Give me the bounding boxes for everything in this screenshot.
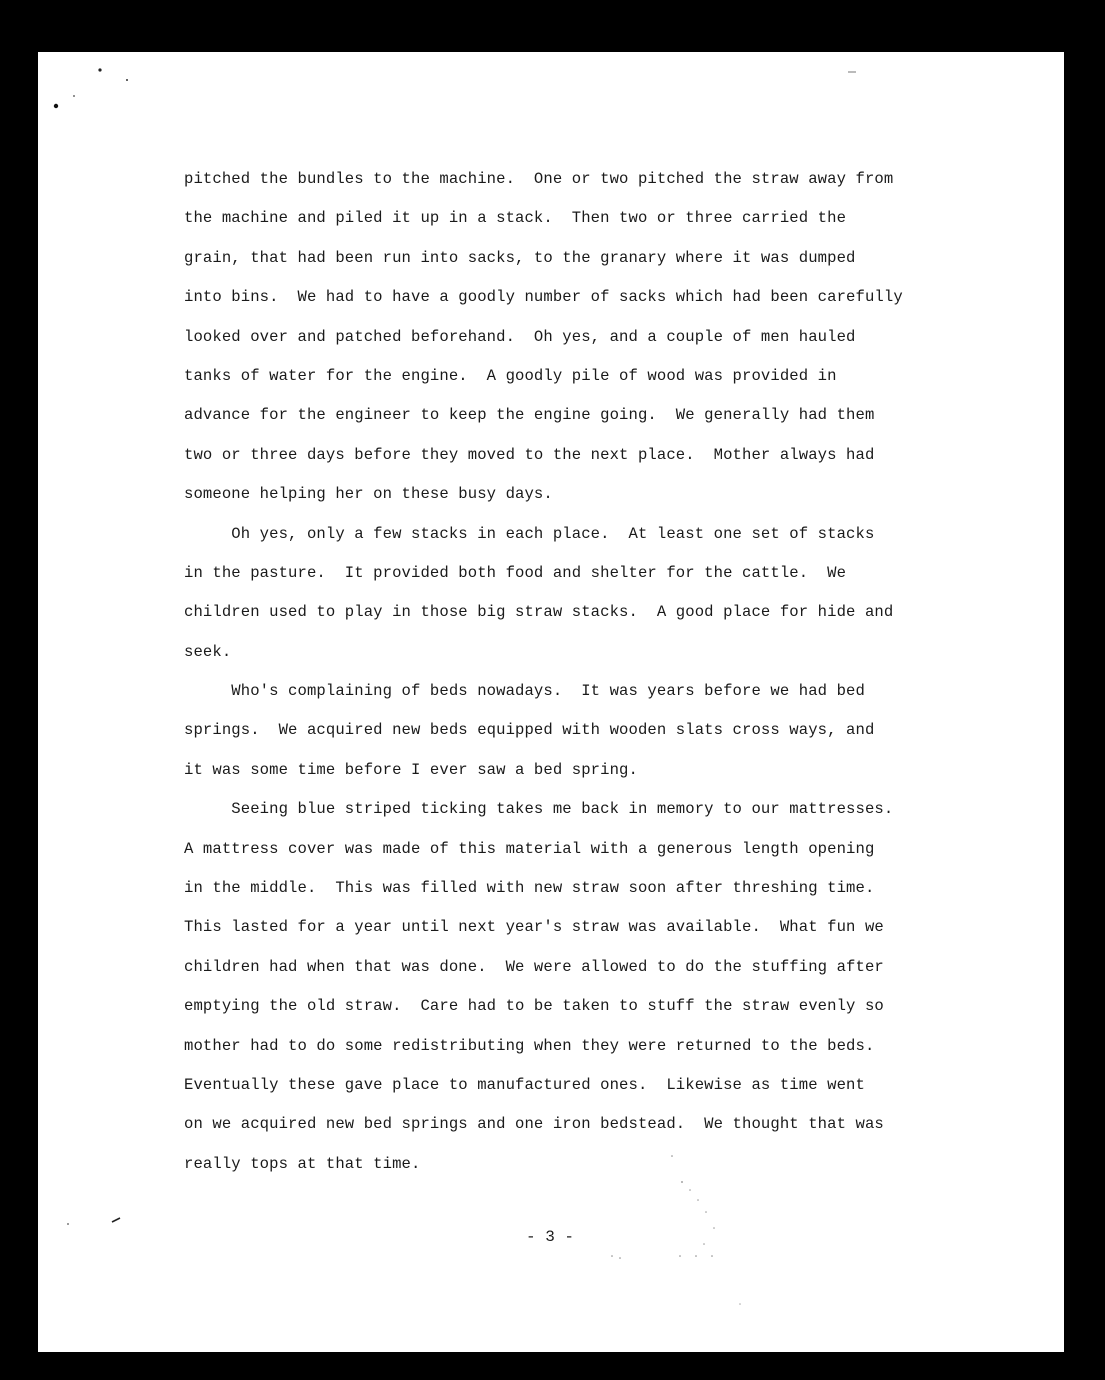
typed-text-body	[184, 160, 954, 1184]
text-line: children used to play in those big straw stacks. A good place for hide and	[184, 603, 894, 622]
text-line: two or three days before they moved to the next place. Mother always had	[184, 445, 875, 464]
text-line: Who's complaining of beds nowadays. It was years before we had bed	[184, 682, 865, 701]
text-line: emptying the old straw. Care had to be taken to stuff the straw evenly so	[184, 997, 884, 1016]
text-line: pitched the bundles to the machine. One or two pitched the straw away from	[184, 170, 894, 188]
text-line: looked over and patched beforehand. Oh yes, and a couple of men hauled	[184, 327, 856, 346]
text-line: really tops at that time.	[184, 1154, 421, 1173]
text-line: grain, that had been run into sacks, to the granary where it was dumped	[184, 248, 856, 267]
text-line: the machine and piled it up in a stack. Then two or three carried the	[184, 209, 847, 228]
text-line: into bins. We had to have a goodly number of sacks which had been carefully	[184, 288, 903, 307]
text-line: Eventually these gave place to manufactured ones. Likewise as time went	[184, 1075, 865, 1094]
text-line: in the pasture. It provided both food and shelter for the cattle. We	[184, 563, 847, 582]
text-line: on we acquired new bed springs and one iron bedstead. We thought that was	[184, 1115, 884, 1134]
text-line: in the middle. This was filled with new straw soon after threshing time.	[184, 879, 875, 898]
text-line: This lasted for a year until next year's straw was available. What fun we	[184, 918, 884, 937]
text-line: advance for the engineer to keep the engine going. We generally had them	[184, 406, 875, 425]
page-number: - 3 -	[525, 1228, 574, 1246]
text-line: tanks of water for the engine. A goodly pile of wood was provided in	[184, 366, 837, 385]
text-line: Seeing blue striped ticking takes me back in memory to our mattresses.	[184, 800, 894, 819]
text-line: someone helping her on these busy days.	[184, 485, 553, 504]
text-line: mother had to do some redistributing when they were returned to the beds.	[184, 1036, 875, 1055]
text-line: it was some time before I ever saw a bed spring.	[184, 760, 638, 779]
text-line: A mattress cover was made of this material with a generous length opening	[184, 839, 875, 858]
text-line: children had when that was done. We were allowed to do the stuffing after	[184, 957, 884, 976]
text-line: springs. We acquired new beds equipped with wooden slats cross ways, and	[184, 721, 875, 740]
text-line: seek.	[184, 642, 232, 661]
text-line: Oh yes, only a few stacks in each place. At least one set of stacks	[184, 524, 875, 543]
